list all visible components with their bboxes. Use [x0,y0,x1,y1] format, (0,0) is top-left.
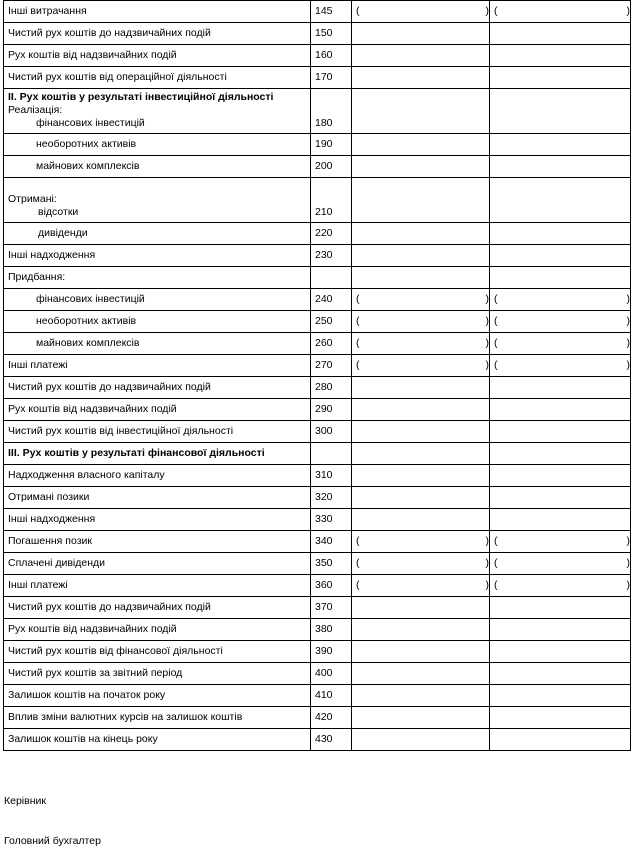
parentheses-placeholder [494,337,630,350]
row-code-cell: 310 [311,465,352,487]
open-paren: ( [356,293,360,305]
current-period-cell [352,421,490,443]
table-row [4,377,631,399]
row-label: Чистий рух коштів до надзвичайних подій [8,27,211,39]
close-paren: ) [626,293,630,305]
close-paren: ) [626,359,630,371]
row-label-cell [4,223,311,245]
table-row [4,311,631,333]
row-label-cell [4,45,311,67]
table-row [4,178,631,223]
open-paren: ( [356,535,360,547]
row-label-cell [4,553,311,575]
parentheses-placeholder [356,359,489,372]
current-period-cell [352,531,490,553]
previous-period-cell [490,465,631,487]
close-paren: ) [626,5,630,17]
table-row [4,245,631,267]
close-paren: ) [626,557,630,569]
row-label-cell [4,178,311,223]
current-period-cell [352,443,490,465]
current-period-cell [352,619,490,641]
table-row [4,223,631,245]
row-label-cell [4,685,311,707]
row-label-cell [4,663,311,685]
row-code-cell: 280 [311,377,352,399]
table-row [4,333,631,355]
row-code-cell: 200 [311,156,352,178]
open-paren: ( [356,359,360,371]
parentheses-placeholder [356,5,489,18]
row-code-cell: 260 [311,333,352,355]
row-code-cell: 240 [311,289,352,311]
parentheses-placeholder [356,557,489,570]
row-label: Інші витрачання [8,5,87,17]
previous-period-cell [490,641,631,663]
row-label: Чистий рух коштів від операційної діяльності [8,71,227,83]
open-paren: ( [494,337,498,349]
previous-period-cell [490,245,631,267]
open-paren: ( [356,315,360,327]
row-label: Рух коштів від надзвичайних подій [8,49,177,61]
row-code-cell: 250 [311,311,352,333]
table-row [4,465,631,487]
row-label: Інші надходження [8,249,96,261]
row-label: дивіденди [38,227,88,239]
row-label: Чистий рух коштів до надзвичайних подій [8,601,211,613]
row-label: фінансових інвестицій [36,293,145,305]
row-label-cell [4,311,311,333]
row-label: Отримані: [8,193,57,205]
parentheses-placeholder [356,579,489,592]
previous-period-cell [490,707,631,729]
row-code-cell: 370 [311,597,352,619]
current-period-cell [352,377,490,399]
previous-period-cell [490,67,631,89]
row-label-cell [4,707,311,729]
row-code-cell: 170 [311,67,352,89]
row-label: Інші платежі [8,359,68,371]
row-code-cell: 270 [311,355,352,377]
signature-director-label: Керівник [4,795,46,807]
row-label-cell [4,245,311,267]
parentheses-placeholder [356,315,489,328]
current-period-cell [352,67,490,89]
open-paren: ( [356,579,360,591]
row-code-cell: 390 [311,641,352,663]
parentheses-placeholder [356,535,489,548]
table-row [4,707,631,729]
previous-period-cell [490,553,631,575]
row-code-cell: 420 [311,707,352,729]
cash-flow-table [3,0,631,751]
row-label: Рух коштів від надзвичайних подій [8,403,177,415]
current-period-cell [352,663,490,685]
current-period-cell [352,23,490,45]
table-row [4,553,631,575]
current-period-cell [352,641,490,663]
row-label-cell [4,267,311,289]
row-code-cell [311,443,352,465]
parentheses-placeholder [494,359,630,372]
row-sublabel: фінансових інвестицій [36,117,145,129]
parentheses-placeholder [494,535,630,548]
table-row [4,45,631,67]
open-paren: ( [356,337,360,349]
row-label-cell [4,597,311,619]
open-paren: ( [494,293,498,305]
close-paren: ) [485,293,489,305]
row-code-cell: 160 [311,45,352,67]
table-row [4,399,631,421]
previous-period-cell [490,223,631,245]
row-label-cell [4,729,311,751]
row-code-cell: 350 [311,553,352,575]
table-row [4,1,631,23]
current-period-cell [352,487,490,509]
previous-period-cell [490,597,631,619]
open-paren: ( [356,557,360,569]
current-period-cell [352,45,490,67]
row-label-cell [4,355,311,377]
previous-period-cell [490,355,631,377]
row-label-cell [4,333,311,355]
row-code-cell: 380 [311,619,352,641]
table-row [4,89,631,134]
previous-period-cell [490,443,631,465]
row-label: Чистий рух коштів за звітний період [8,667,183,679]
previous-period-cell [490,311,631,333]
row-label-cell [4,134,311,156]
row-label: Інші платежі [8,579,68,591]
close-paren: ) [626,579,630,591]
previous-period-cell [490,509,631,531]
row-label-cell [4,619,311,641]
row-code-cell: 290 [311,399,352,421]
row-label: майнових комплексів [36,337,140,349]
row-label-cell [4,465,311,487]
row-label-cell [4,575,311,597]
open-paren: ( [494,315,498,327]
current-period-cell [352,575,490,597]
current-period-cell [352,465,490,487]
table-row [4,575,631,597]
row-label: Сплачені дивіденди [8,557,106,569]
row-label-cell [4,23,311,45]
row-label-cell [4,399,311,421]
previous-period-cell [490,156,631,178]
row-label-cell [4,156,311,178]
previous-period-cell [490,421,631,443]
row-code-cell: 230 [311,245,352,267]
current-period-cell [352,707,490,729]
row-code-cell: 210 [311,178,352,223]
section-heading: III. Рух коштів у результаті фінансової діяльності [8,447,265,459]
current-period-cell [352,509,490,531]
table-row [4,487,631,509]
row-code-cell: 430 [311,729,352,751]
previous-period-cell [490,575,631,597]
row-code-cell: 150 [311,23,352,45]
table-row [4,509,631,531]
current-period-cell [352,134,490,156]
previous-period-cell [490,289,631,311]
parentheses-placeholder [356,337,489,350]
table-row [4,641,631,663]
close-paren: ) [485,337,489,349]
current-period-cell [352,333,490,355]
parentheses-placeholder [494,557,630,570]
open-paren: ( [494,5,498,17]
previous-period-cell [490,377,631,399]
previous-period-cell [490,531,631,553]
row-code-cell: 360 [311,575,352,597]
previous-period-cell [490,178,631,223]
table-row [4,156,631,178]
row-label: необоротних активів [36,138,137,150]
close-paren: ) [626,315,630,327]
parentheses-placeholder [494,579,630,592]
row-label: Інші надходження [8,513,96,525]
row-label-cell [4,1,311,23]
row-label: Вплив зміни валютних курсів на залишок коштів [8,711,243,723]
row-code-cell: 190 [311,134,352,156]
table-row [4,443,631,465]
row-code-cell: 220 [311,223,352,245]
row-label-cell [4,67,311,89]
open-paren: ( [494,359,498,371]
current-period-cell [352,685,490,707]
previous-period-cell [490,685,631,707]
row-label-cell [4,487,311,509]
open-paren: ( [494,535,498,547]
row-sublabel: відсотки [38,206,79,218]
previous-period-cell [490,663,631,685]
row-code-cell: 145 [311,1,352,23]
previous-period-cell [490,487,631,509]
row-code-cell: 340 [311,531,352,553]
table-row [4,267,631,289]
previous-period-cell [490,619,631,641]
parentheses-placeholder [494,5,630,18]
table-row [4,134,631,156]
row-label: Надходження власного капіталу [8,469,165,481]
row-code-cell: 180 [311,89,352,134]
row-code-cell [311,267,352,289]
row-code-cell: 410 [311,685,352,707]
row-label: Рух коштів від надзвичайних подій [8,623,177,635]
close-paren: ) [485,557,489,569]
current-period-cell [352,178,490,223]
close-paren: ) [485,315,489,327]
current-period-cell [352,156,490,178]
table-row [4,355,631,377]
current-period-cell [352,597,490,619]
open-paren: ( [494,557,498,569]
current-period-cell [352,355,490,377]
row-code-cell: 320 [311,487,352,509]
row-label: необоротних активів [36,315,137,327]
row-label-cell [4,421,311,443]
previous-period-cell [490,134,631,156]
current-period-cell [352,223,490,245]
previous-period-cell [490,89,631,134]
current-period-cell [352,399,490,421]
current-period-cell [352,245,490,267]
row-code-cell: 400 [311,663,352,685]
table-row [4,685,631,707]
previous-period-cell [490,1,631,23]
current-period-cell [352,89,490,134]
current-period-cell [352,1,490,23]
row-label: Чистий рух коштів від фінансової діяльності [8,645,223,657]
row-label-cell [4,377,311,399]
previous-period-cell [490,45,631,67]
row-label: Чистий рух коштів до надзвичайних подій [8,381,211,393]
table-row [4,729,631,751]
open-paren: ( [494,579,498,591]
close-paren: ) [485,579,489,591]
parentheses-placeholder [494,293,630,306]
row-code-cell: 330 [311,509,352,531]
table-row [4,531,631,553]
table-row [4,663,631,685]
table-row [4,289,631,311]
row-label: Чистий рух коштів від інвестиційної діяльності [8,425,234,437]
row-label: Залишок коштів на кінець року [8,733,158,745]
table-row [4,67,631,89]
current-period-cell [352,729,490,751]
table-row [4,597,631,619]
close-paren: ) [485,359,489,371]
close-paren: ) [626,337,630,349]
previous-period-cell [490,729,631,751]
open-paren: ( [356,5,360,17]
row-label-cell [4,289,311,311]
current-period-cell [352,553,490,575]
table-row [4,23,631,45]
row-code-cell: 300 [311,421,352,443]
signature-accountant-label: Головний бухгалтер [4,835,101,847]
close-paren: ) [626,535,630,547]
parentheses-placeholder [494,315,630,328]
previous-period-cell [490,333,631,355]
cash-flow-table-body [4,1,631,751]
row-group-label: Реалізація: [8,104,63,116]
close-paren: ) [485,5,489,17]
previous-period-cell [490,399,631,421]
row-label: Погашення позик [8,535,92,547]
close-paren: ) [485,535,489,547]
parentheses-placeholder [356,293,489,306]
row-label-cell [4,531,311,553]
row-label: майнових комплексів [36,160,140,172]
row-label: Придбання: [8,271,66,283]
row-label-cell [4,641,311,663]
row-label-cell [4,509,311,531]
previous-period-cell [490,23,631,45]
row-label: Залишок коштів на початок року [8,689,166,701]
current-period-cell [352,289,490,311]
current-period-cell [352,311,490,333]
current-period-cell [352,267,490,289]
table-row [4,619,631,641]
previous-period-cell [490,267,631,289]
row-label: Отримані позики [8,491,90,503]
table-row [4,421,631,443]
section-heading: II. Рух коштів у результаті інвестиційної діяльності [8,91,274,103]
row-label-cell [4,443,311,465]
row-label-cell [4,89,311,134]
